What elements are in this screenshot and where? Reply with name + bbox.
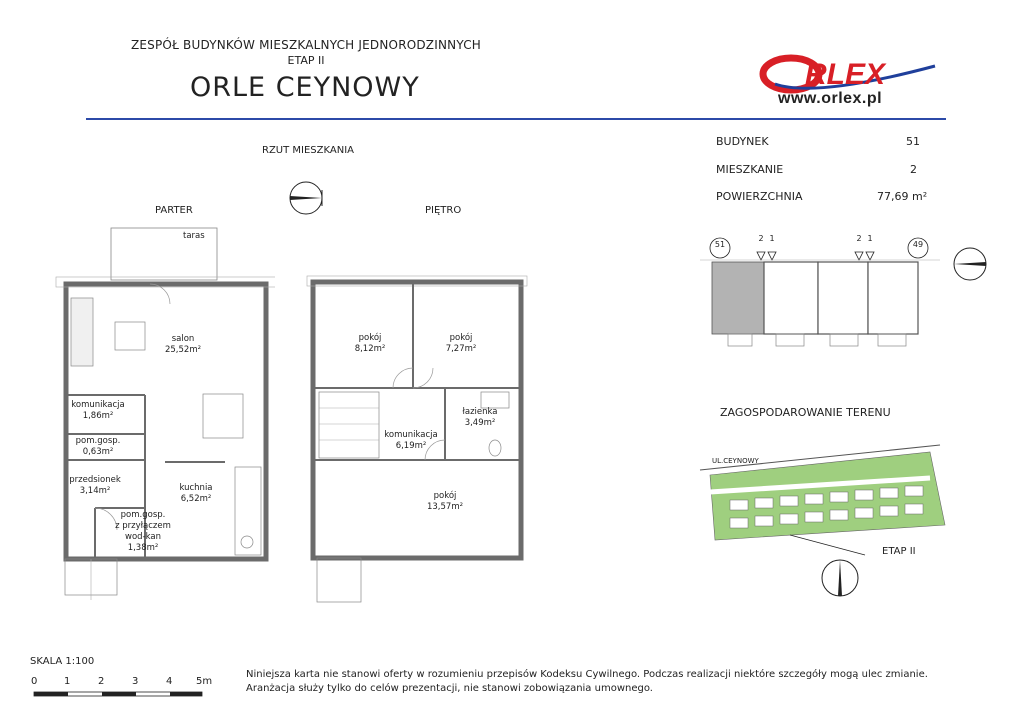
room-pom-gosp-wod-kan-l1: pom.gosp. (120, 510, 166, 520)
room-kuchnia (166, 483, 226, 505)
room-pokoj-2-area: 7,27m² (445, 344, 477, 354)
room-pom-gosp-area: 0,63m² (82, 447, 114, 457)
room-salon (148, 334, 218, 356)
header-rule (86, 118, 946, 120)
room-pom-gosp-wod-kan-l3: wod-kan (125, 532, 161, 542)
north-arrow-icon (286, 178, 326, 218)
project-title: ORLE CEYNOWY (190, 72, 420, 103)
room-kuchnia-area: 6,52m² (180, 494, 212, 504)
key-left-number: 51 (714, 240, 726, 249)
room-pokoj-1-name: pokój (358, 333, 382, 343)
scale-tick-0: 0 (31, 676, 38, 687)
key-mark-1a: 1 (769, 234, 775, 243)
info-value-mieszkanie: 2 (910, 163, 917, 176)
plan-title: RZUT MIESZKANIA (262, 145, 354, 156)
room-pokoj-3-area: 13,57m² (426, 502, 464, 512)
room-komunikacja-parter-name: komunikacja (71, 400, 125, 410)
site-street-label: UL.CEYNOWY (712, 457, 759, 465)
disclaimer-line2: Aranżacja służy tylko do celów prezentacji, nie stanowi zobowiązania umownego. (246, 683, 653, 694)
info-value-powierzchnia: 77,69 m² (877, 190, 928, 203)
logo-text: RLEX (805, 58, 886, 91)
room-komunikacja-parter (63, 400, 133, 422)
orlex-logo (755, 54, 945, 94)
info-label-mieszkanie: MIESZKANIE (716, 163, 784, 176)
site-title: ZAGOSPODAROWANIE TERENU (720, 406, 891, 419)
room-komunikacja-pietro-name: komunikacja (384, 430, 438, 440)
scale-tick-5: 5m (196, 676, 213, 687)
scale-tick-4: 4 (166, 676, 173, 687)
header-line1: ZESPÓŁ BUDYNKÓW MIESZKALNYCH JEDNORODZINNYCH (130, 38, 482, 52)
scale-tick-2: 2 (98, 676, 105, 687)
key-plan (700, 230, 1000, 350)
room-pokoj-3 (415, 491, 475, 513)
key-mark-2a: 2 (758, 234, 764, 243)
info-label-powierzchnia: POWIERZCHNIA (716, 190, 803, 203)
room-pom-gosp (63, 436, 133, 458)
scale-tick-3: 3 (132, 676, 139, 687)
room-pokoj-2-name: pokój (449, 333, 473, 343)
room-przedsionek-area: 3,14m² (79, 486, 111, 496)
room-pokoj-3-name: pokój (433, 491, 457, 501)
scale-label: SKALA 1:100 (30, 656, 95, 667)
room-salon-name: salon (171, 334, 195, 344)
taras-label: taras (183, 231, 205, 241)
room-pom-gosp-name: pom.gosp. (75, 436, 121, 446)
key-mark-1b: 1 (867, 234, 873, 243)
disclaimer-line1: Niniejsza karta nie stanowi oferty w rozumieniu przepisów Kodeksu Cywilnego. Podczas realizacji niektóre szczegóły mogą ulec zmianie. (246, 669, 928, 680)
room-przedsionek-name: przedsionek (69, 475, 121, 485)
room-przedsionek (60, 475, 130, 497)
room-komunikacja-pietro (376, 430, 446, 452)
room-pom-gosp-wod-kan (108, 510, 178, 554)
room-lazienka-area: 3,49m² (464, 418, 496, 428)
scale-tick-1: 1 (64, 676, 71, 687)
room-lazienka (455, 407, 505, 429)
header-line2: ETAP II (287, 54, 325, 67)
room-lazienka-name: łazienka (462, 407, 498, 417)
parter-label: PARTER (155, 205, 193, 216)
key-mark-2b: 2 (856, 234, 862, 243)
pietro-label: PIĘTRO (425, 205, 462, 216)
room-komunikacja-parter-area: 1,86m² (82, 411, 114, 421)
room-salon-area: 25,52m² (164, 345, 202, 355)
room-kuchnia-name: kuchnia (179, 483, 213, 493)
room-pom-gosp-wod-kan-area: 1,38m² (127, 543, 159, 553)
info-label-budynek: BUDYNEK (716, 135, 769, 148)
info-value-budynek: 51 (906, 135, 920, 148)
room-pom-gosp-wod-kan-l2: z przyłączem (115, 521, 171, 531)
room-pokoj-1-area: 8,12m² (354, 344, 386, 354)
room-pokoj-1 (345, 333, 395, 355)
scale-bar (30, 690, 220, 704)
room-komunikacja-pietro-area: 6,19m² (395, 441, 427, 451)
site-etap-label: ETAP II (882, 546, 916, 557)
logo-url[interactable]: www.orlex.pl (778, 90, 883, 107)
room-pokoj-2 (436, 333, 486, 355)
key-right-number: 49 (912, 240, 924, 249)
